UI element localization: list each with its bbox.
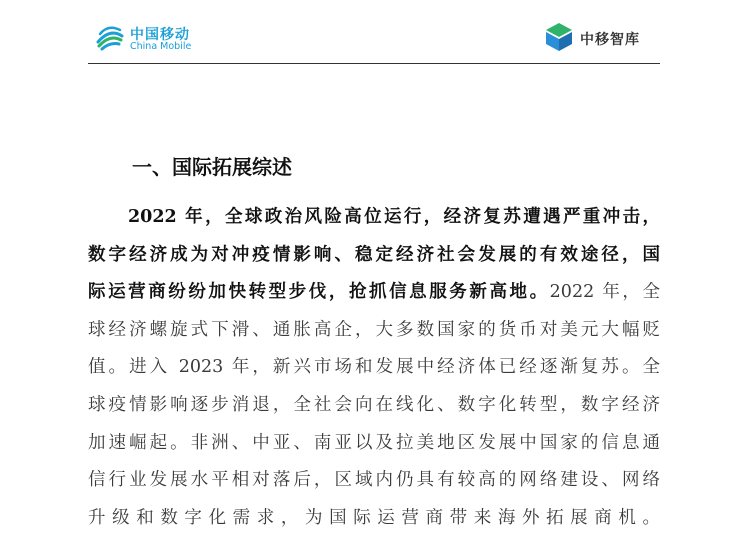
text-line xyxy=(88,387,660,425)
page-header xyxy=(0,0,746,66)
normal-text: 2022 年，全 xyxy=(549,282,660,303)
zhongyi-zhiku-logo xyxy=(542,20,662,56)
china-mobile-emblem-icon xyxy=(94,22,126,54)
text-line xyxy=(88,425,660,463)
china-mobile-logo xyxy=(94,22,194,56)
logo-english-text: China Mobile xyxy=(130,41,192,52)
text-line-content xyxy=(88,312,660,350)
text-line xyxy=(88,199,660,237)
text-line xyxy=(88,462,660,500)
logo-chinese-text: 中国移动 xyxy=(130,27,190,43)
header-divider xyxy=(88,63,660,64)
text-line-content xyxy=(88,274,660,312)
normal-text: 球疫情影响逐步消退，全社会向在线化、数字化转型，数字经济 xyxy=(88,394,660,415)
bold-text: 际运营商纷纷加快转型步伐，抢抓信息服务新高地。 xyxy=(88,282,550,303)
logo-text: 中移智库 xyxy=(580,32,640,48)
text-line xyxy=(88,274,660,312)
section-heading: 一、国际拓展综述 xyxy=(132,155,292,179)
bold-text: 2022 年，全球政治风险高位运行，经济复苏遭遇严重冲击， xyxy=(128,207,660,227)
text-line xyxy=(88,500,660,538)
text-line-content xyxy=(88,349,660,387)
normal-text: 球经济螺旋式下滑、通胀高企，大多数国家的货币对美元大幅贬 xyxy=(88,319,660,340)
text-line-content xyxy=(88,425,660,463)
text-line-content xyxy=(128,199,660,237)
text-line-content xyxy=(88,462,660,500)
bold-text: 数字经济成为对冲疫情影响、稳定经济社会发展的有效途径，国 xyxy=(88,244,660,265)
normal-text: 信行业发展水平相对落后，区域内仍具有较高的网络建设、网络 xyxy=(88,470,660,491)
text-line-content xyxy=(88,500,660,538)
text-line xyxy=(88,237,660,275)
normal-text: 值。进入 2023 年，新兴市场和发展中经济体已经逐渐复苏。全 xyxy=(88,357,660,378)
normal-text: 加速崛起。非洲、中亚、南亚以及拉美地区发展中国家的信息通 xyxy=(88,432,660,453)
body-paragraph xyxy=(88,199,660,537)
text-line-content xyxy=(88,237,660,275)
cube-logo-icon xyxy=(542,20,576,54)
text-line-content xyxy=(88,387,660,425)
text-line xyxy=(88,349,660,387)
text-line xyxy=(88,312,660,350)
normal-text: 升级和数字化需求，为国际运营商带来海外拓展商机。 xyxy=(88,507,660,528)
